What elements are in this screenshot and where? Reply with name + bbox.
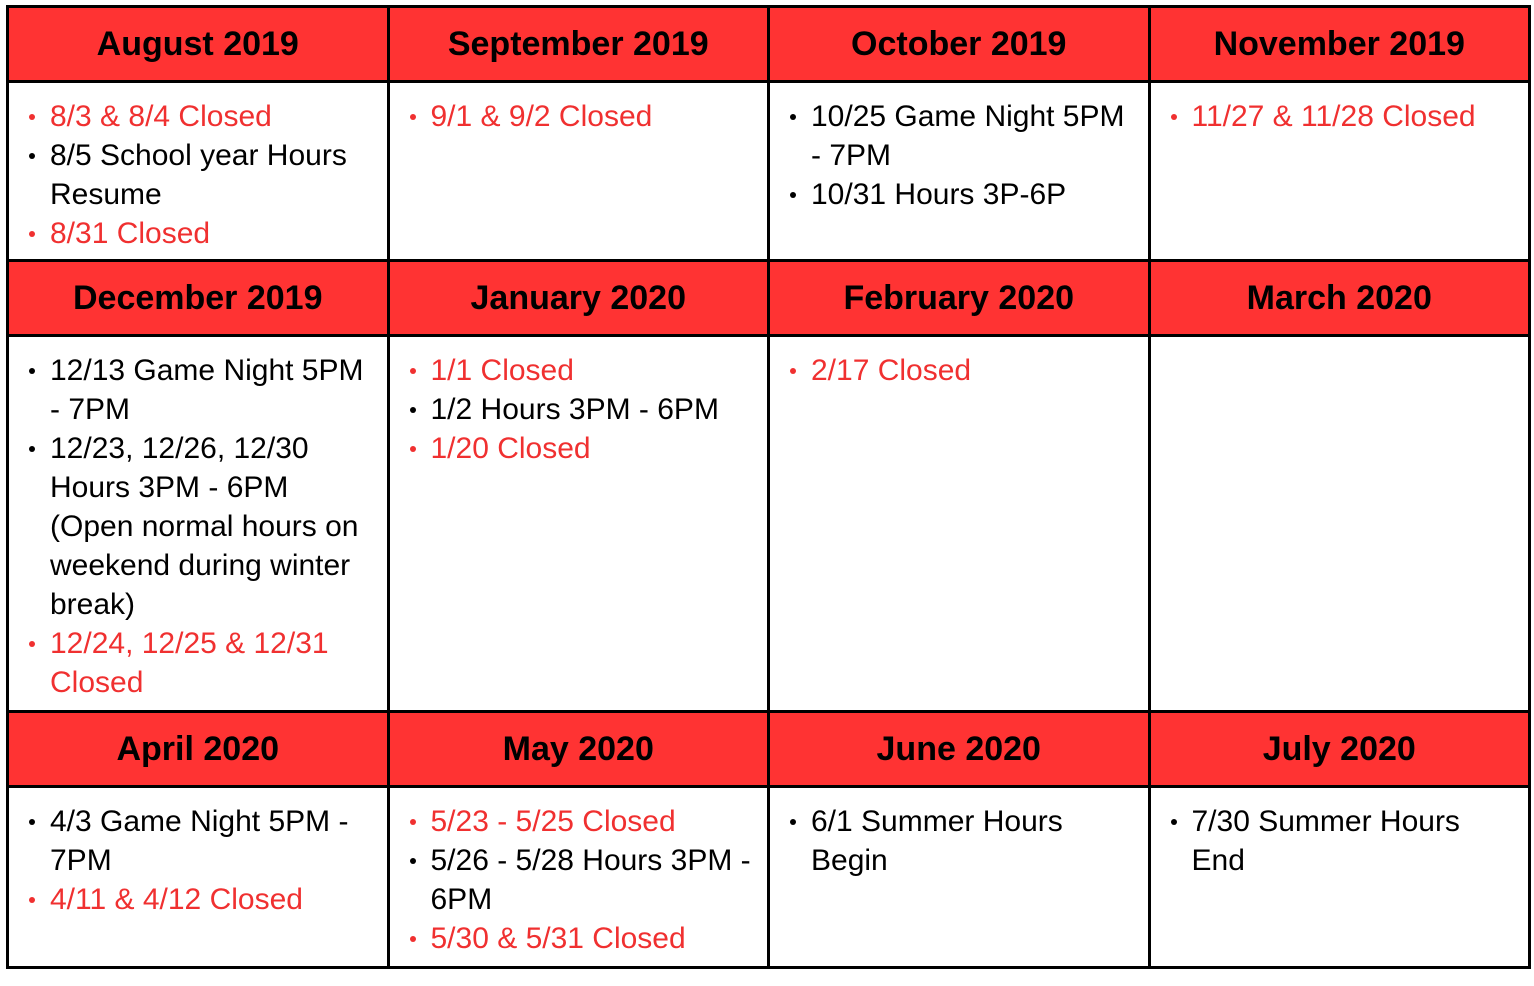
closed-event-item: 8/3 & 8/4 Closed	[27, 97, 379, 136]
event-item: 8/5 School year Hours Resume	[27, 136, 379, 214]
event-item: 1/2 Hours 3PM - 6PM	[408, 390, 760, 429]
month-cell	[8, 787, 389, 968]
month-header-row	[8, 7, 1530, 82]
event-list	[390, 788, 768, 958]
month-header: July 2020	[1149, 712, 1530, 787]
month-body-row	[8, 787, 1530, 968]
month-cell	[8, 336, 389, 712]
closed-event-item: 8/31 Closed	[27, 214, 379, 253]
event-list	[390, 337, 768, 468]
closed-event-item: 1/1 Closed	[408, 351, 760, 390]
closed-event-item: 5/23 - 5/25 Closed	[408, 802, 760, 841]
event-item: 7/30 Summer Hours End	[1169, 802, 1521, 880]
month-header-row	[8, 712, 1530, 787]
month-cell	[8, 82, 389, 261]
event-item: 5/26 - 5/28 Hours 3PM - 6PM	[408, 841, 760, 919]
closed-event-item: 2/17 Closed	[788, 351, 1140, 390]
month-header: December 2019	[8, 261, 389, 336]
event-item: 12/23, 12/26, 12/30 Hours 3PM - 6PM (Open normal hours on weekend during winter break)	[27, 429, 379, 624]
event-list	[770, 337, 1148, 390]
month-header: September 2019	[388, 7, 769, 82]
closed-event-item: 1/20 Closed	[408, 429, 760, 468]
month-header: May 2020	[388, 712, 769, 787]
closed-event-item: 9/1 & 9/2 Closed	[408, 97, 760, 136]
month-header: October 2019	[769, 7, 1150, 82]
event-list	[9, 337, 387, 702]
month-header: November 2019	[1149, 7, 1530, 82]
month-header: February 2020	[769, 261, 1150, 336]
closed-event-item: 12/24, 12/25 & 12/31 Closed	[27, 624, 379, 702]
month-header: April 2020	[8, 712, 389, 787]
month-cell	[1149, 787, 1530, 968]
event-list	[770, 788, 1148, 880]
event-item: 10/25 Game Night 5PM - 7PM	[788, 97, 1140, 175]
event-list	[1151, 337, 1529, 351]
event-list	[1151, 788, 1529, 880]
month-cell	[388, 82, 769, 261]
event-list	[9, 83, 387, 253]
closed-event-item: 11/27 & 11/28 Closed	[1169, 97, 1521, 136]
event-item: 6/1 Summer Hours Begin	[788, 802, 1140, 880]
month-cell	[1149, 82, 1530, 261]
month-cell	[769, 82, 1150, 261]
month-header: March 2020	[1149, 261, 1530, 336]
event-item: 12/13 Game Night 5PM - 7PM	[27, 351, 379, 429]
month-header-row	[8, 261, 1530, 336]
month-cell	[769, 787, 1150, 968]
event-item: 10/31 Hours 3P-6P	[788, 175, 1140, 214]
event-list	[9, 788, 387, 919]
closed-event-item: 4/11 & 4/12 Closed	[27, 880, 379, 919]
month-cell	[1149, 336, 1530, 712]
schedule-table	[6, 5, 1531, 969]
closed-event-item: 5/30 & 5/31 Closed	[408, 919, 760, 958]
month-cell	[769, 336, 1150, 712]
month-body-row	[8, 336, 1530, 712]
month-cell	[388, 787, 769, 968]
event-list	[770, 83, 1148, 214]
month-cell	[388, 336, 769, 712]
event-list	[1151, 83, 1529, 136]
month-header: August 2019	[8, 7, 389, 82]
month-header: January 2020	[388, 261, 769, 336]
month-body-row	[8, 82, 1530, 261]
event-item: 4/3 Game Night 5PM - 7PM	[27, 802, 379, 880]
event-list	[390, 83, 768, 136]
month-header: June 2020	[769, 712, 1150, 787]
